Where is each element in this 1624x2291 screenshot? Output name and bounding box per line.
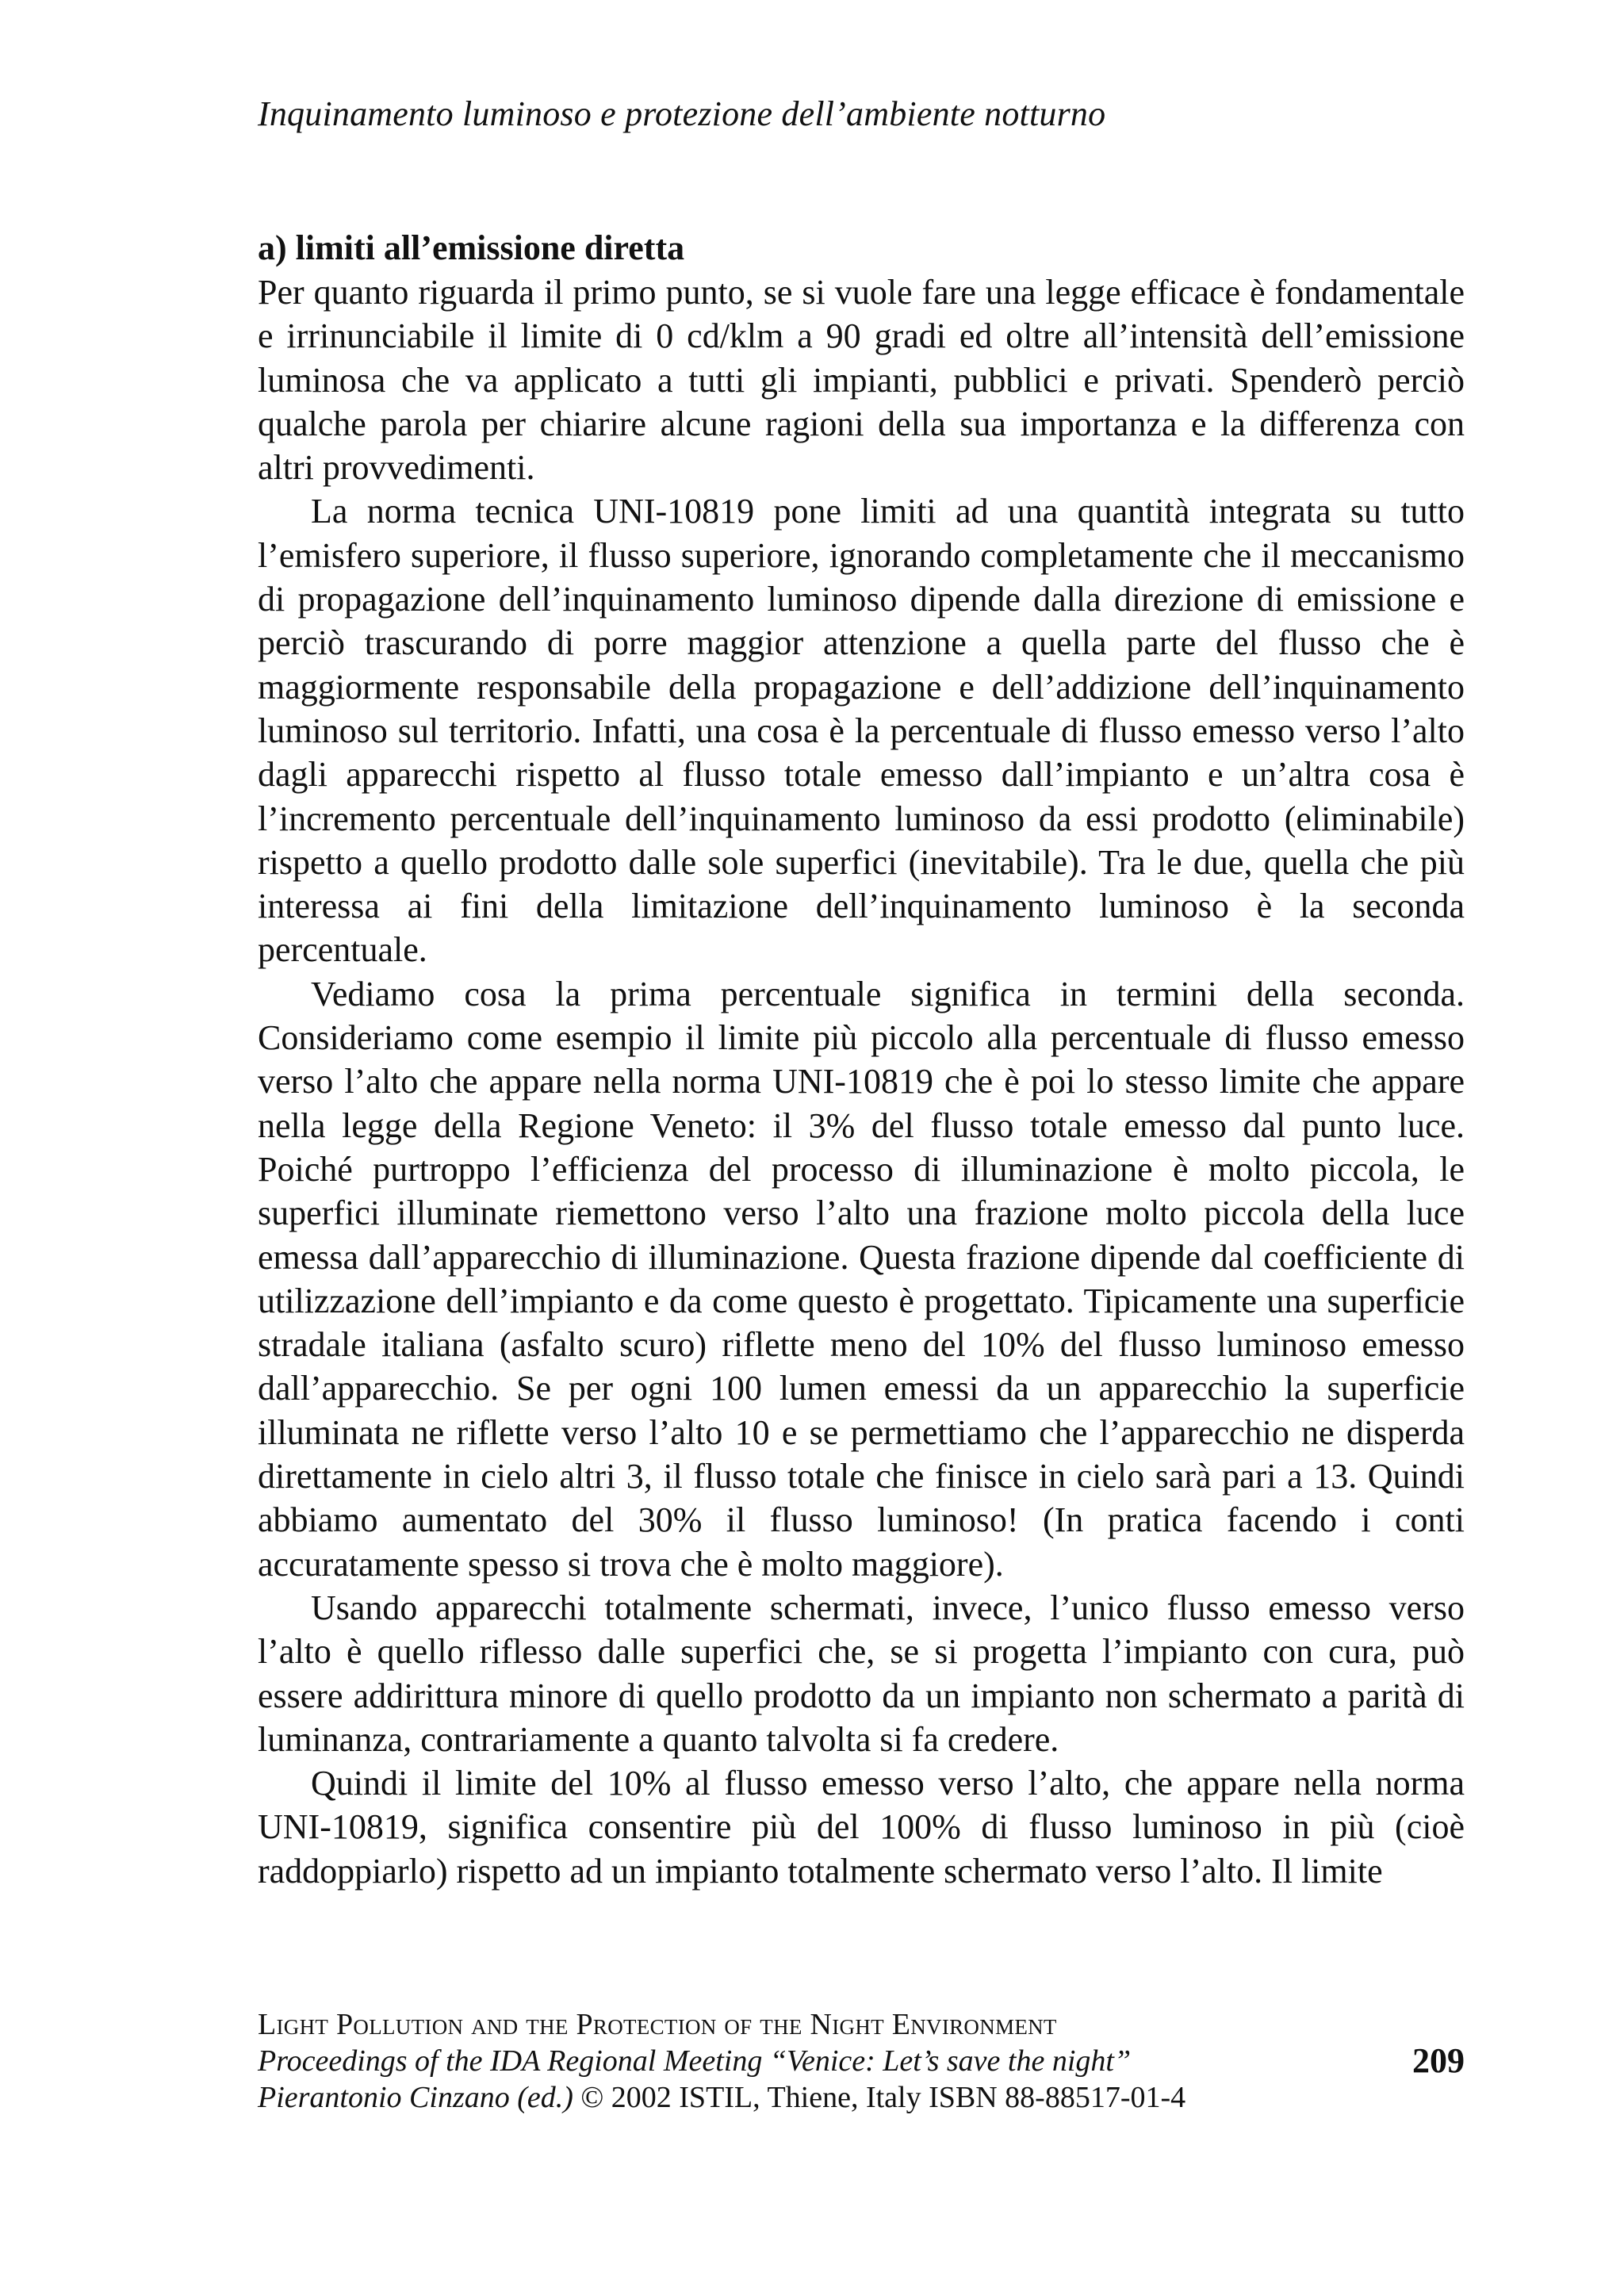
paragraph-5: Quindi il limite del 10% al flusso emesso verso l’alto, che appare nella norma UNI-10819, significa consentire più del 100% di flusso luminoso in più (cioè raddoppiarlo) rispetto ad un impianto totalmente schermato verso l’alto. Il limite	[258, 1764, 1465, 1891]
section-title: a) limiti all’emissione diretta	[258, 228, 685, 267]
paragraph-4: Usando apparecchi totalmente schermati, invece, l’unico flusso emesso verso l’alto è quello riflesso dalle superfici che, se si progetta l’impianto con cura, può essere addirittura minore di quello prodotto da un impianto non schermato a parità di luminanza, contrariamente a quanto talvolta si fa credere.	[258, 1588, 1465, 1759]
footer-proceedings: Proceedings of the IDA Regional Meeting “Venice: Let’s save the night”	[258, 2044, 1132, 2078]
running-header: Inquinamento luminoso e protezione dell’ambiente notturno	[258, 94, 1106, 133]
paragraph-2: La norma tecnica UNI-10819 pone limiti ad una quantità integrata su tutto l’emisfero superiore, il flusso superiore, ignorando completamente che il meccanismo di propagazione dell’inquinamento luminoso dipende dalla direzione di emissione e perciò trascurando di porre maggior attenzione a quella parte del flusso che è maggiormente responsabile della propagazione e dell’addizione dell’inquinamento luminoso sul territorio. Infatti, una cosa è la percentuale di flusso emesso verso l’alto dagli apparecchi rispetto al flusso totale emesso dall’impianto e un’altra cosa è l’incremento percentuale dell’inquinamento luminoso da essi prodotto (eliminabile) rispetto a quello prodotto dalle sole superfici (inevitabile). Tra le due, quella che più interessa ai fini della limitazione dell’inquinamento luminoso è la seconda percentuale.	[258, 492, 1465, 970]
main-content	[258, 226, 1465, 1893]
page-number: 209	[1412, 2041, 1465, 2080]
footer-editor: Pierantonio Cinzano (ed.)	[258, 2081, 573, 2114]
footer-publisher: © 2002 ISTIL, Thiene, Italy ISBN 88-88517-01-4	[573, 2081, 1186, 2114]
paragraph-1: Per quanto riguarda il primo punto, se si vuole fare una legge efficace è fondamentale e irrinunciabile il limite di 0 cd/klm a 90 gradi ed oltre all’intensità dell’emissione luminosa che va applicato a tutti gli impianti, pubblici e privati. Spenderò perciò qualche parola per chiarire alcune ragioni della sua importanza e la differenza con altri provvedimenti.	[258, 273, 1465, 488]
paragraph-3: Vediamo cosa la prima percentuale significa in termini della seconda. Consideriamo come esempio il limite più piccolo alla percentuale di flusso emesso verso l’alto che appare nella norma UNI-10819 che è poi lo stesso limite che appare nella legge della Regione Veneto: il 3% del flusso totale emesso dal punto luce. Poiché purtroppo l’efficienza del processo di illuminazione è molto piccola, le superfici illuminate riemettono verso l’alto una frazione molto piccola della luce emessa dall’apparecchio di illuminazione. Questa frazione dipende dal coefficiente di utilizzazione dell’impianto e da come questo è progettato. Tipicamente una superficie stradale italiana (asfalto scuro) riflette meno del 10% del flusso luminoso emesso dall’apparecchio. Se per ogni 100 lumen emessi da un apparecchio la superficie illuminata ne riflette verso l’alto 10 e se permettiamo che l’apparecchio ne disperda direttamente in cielo altri 3, il flusso totale che finisce in cielo sarà pari a 13. Quindi abbiamo aumentato del 30% il flusso luminoso! (In pratica facendo i conti accuratamente spesso si trova che è molto maggiore).	[258, 974, 1465, 1584]
page-footer	[258, 2006, 1465, 2116]
footer-series-title: Light Pollution and the Protection of the Night Environment	[258, 2008, 1057, 2041]
footer-citation	[258, 2079, 1465, 2116]
